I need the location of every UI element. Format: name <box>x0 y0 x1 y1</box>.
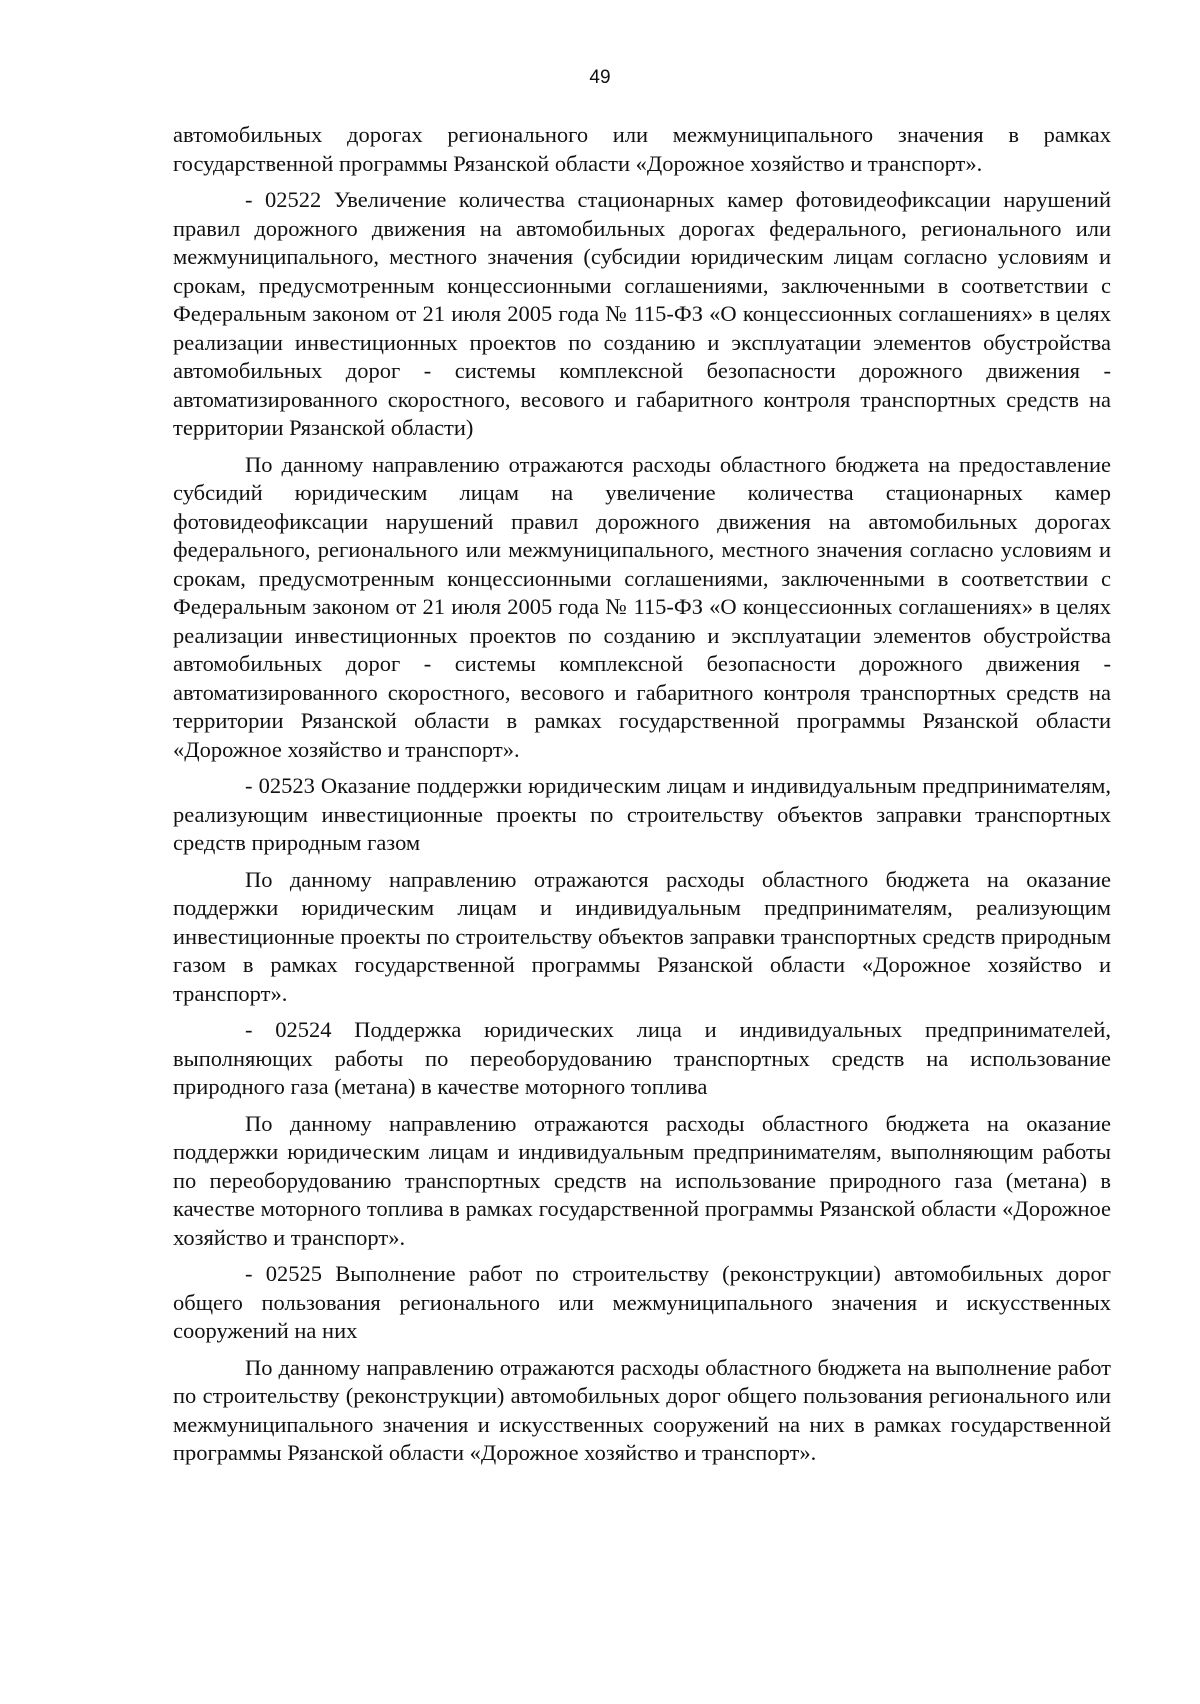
paragraph-item-02523: - 02523 Оказание поддержки юридическим лицам и индивидуальным предпринимателям, реализующим инвестиционные проекты по строительству объектов заправки транспортных средств природным газом <box>173 773 1111 855</box>
paragraph-continuation: автомобильных дорогах регионального или межмуниципального значения в рамках государственной программы Рязанской области «Дорожное хозяйство и транспорт». <box>173 122 1111 176</box>
paragraph-description-02525: По данному направлению отражаются расходы областного бюджета на выполнение работ по строительству (реконструкции) автомобильных дорог общего пользования регионального или межмуниципального значения и искусственных сооружений на них в рамках государственной программы Рязанской области «Дорожное хозяйство и транспорт». <box>173 1354 1111 1465</box>
paragraph-description-02523: По данному направлению отражаются расходы областного бюджета на оказание поддержки юридическим лицам и индивидуальным предпринимателям, реализующим инвестиционные проекты по строительству объектов заправки транспортных средств природным газом в рамках государственной программы Рязанской области «Дорожное хозяйство и транспорт». <box>173 866 1111 1006</box>
page-number: 49 <box>589 67 611 88</box>
paragraph-description-02524: По данному направлению отражаются расходы областного бюджета на оказание поддержки юридическим лицам и индивидуальным предпринимателям, выполняющим работы по переоборудованию транспортных средств на использование природного газа (метана) в качестве моторного топлива в рамках государственной программы Рязанской области «Дорожное хозяйство и транспорт». <box>173 1110 1111 1250</box>
paragraph-item-02524: - 02524 Поддержка юридических лица и индивидуальных предпринимателей, выполняющих работы по переоборудованию транспортных средств на использование природного газа (метана) в качестве моторного топлива <box>173 1017 1111 1099</box>
paragraph-item-02522: - 02522 Увеличение количества стационарных камер фотовидеофиксации нарушений правил дорожного движения на автомобильных дорогах федерального, регионального или межмуниципального, местного значения (субсидии юридическим лицам согласно условиям и срокам, предусмотренным концессионными соглашениями, заключенными в соответствии с Федеральным законом от 21 июля 2005 года № 115-ФЗ «О концессионных соглашениях» в целях реализации инвестиционных проектов по созданию и эксплуатации элементов обустройства автомобильных дорог - системы комплексной безопасности дорожного движения - автоматизированного скоростного, весового и габаритного контроля транспортных средств на территории Рязанской области) <box>173 187 1111 440</box>
document-body <box>173 121 1111 1476</box>
paragraph-description-02522: По данному направлению отражаются расходы областного бюджета на предоставление субсидий юридическим лицам на увеличение количества стационарных камер фотовидеофиксации нарушений правил дорожного движения на автомобильных дорогах федерального, регионального или межмуниципального, местного значения согласно условиям и срокам, предусмотренным концессионными соглашениями, заключенными в соответствии с Федеральным законом от 21 июля 2005 года № 115-ФЗ «О концессионных соглашениях» в целях реализации инвестиционных проектов по созданию и эксплуатации элементов обустройства автомобильных дорог - системы комплексной безопасности дорожного движения - автоматизированного скоростного, весового и габаритного контроля транспортных средств на территории Рязанской области в рамках государственной программы Рязанской области «Дорожное хозяйство и транспорт». <box>173 451 1111 762</box>
paragraph-item-02525: - 02525 Выполнение работ по строительству (реконструкции) автомобильных дорог общего пользования регионального или межмуниципального значения и искусственных сооружений на них <box>173 1261 1111 1343</box>
